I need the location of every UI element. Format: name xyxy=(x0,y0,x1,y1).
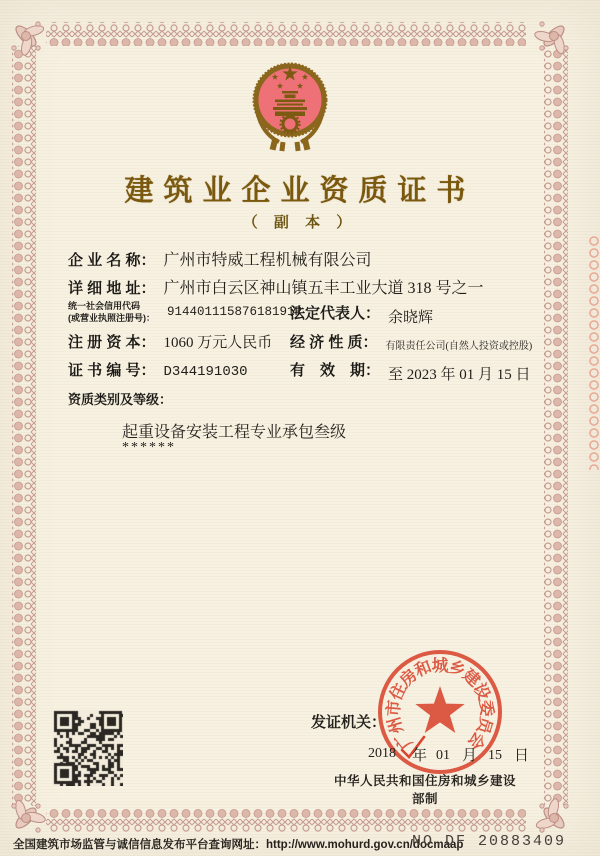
certificate-no-value: D344191030 xyxy=(163,364,248,380)
qualification-value: 起重设备安装工程专业承包叁级 xyxy=(122,424,347,441)
field-economic-nature xyxy=(290,331,532,352)
issuer-label: 发证机关： xyxy=(311,714,387,731)
issue-date-month-char: 月 xyxy=(462,748,478,764)
validity-value: 至 2023 年 01 月 15 日 xyxy=(388,367,531,383)
qualification-header: 资质类别及等级： xyxy=(68,392,173,407)
field-legal-rep xyxy=(290,302,434,326)
address-value: 广州市白云区神山镇五丰工业大道 318 号之一 xyxy=(163,280,484,297)
svg-text:房: 房 xyxy=(395,665,421,691)
issue-date-month: 01 xyxy=(436,748,450,763)
svg-text:广: 广 xyxy=(390,728,416,753)
svg-text:建: 建 xyxy=(459,665,485,691)
credit-code-label-line2: (或营业执照注册号)： xyxy=(68,313,155,324)
credit-code-value: 91440111587618191R xyxy=(167,305,303,320)
certificate-serial: NO.DF 20883409 xyxy=(412,833,567,850)
svg-text:设: 设 xyxy=(469,680,494,704)
paper-edge-pattern xyxy=(588,235,600,470)
credit-code-label xyxy=(68,300,155,324)
legal-rep-value: 余晓辉 xyxy=(388,310,434,326)
svg-text:会: 会 xyxy=(464,728,490,753)
economic-nature-value: 有限责任公司(自然人投资或控股) xyxy=(385,341,533,352)
credit-code-label-line1: 统一社会信用代码 xyxy=(68,301,141,311)
issuer-seal-icon xyxy=(365,637,515,787)
validity-label: 有 效 期： xyxy=(290,362,381,379)
field-certificate-no xyxy=(68,359,248,380)
svg-text:委: 委 xyxy=(476,699,497,718)
economic-nature-label: 经 济 性 质： xyxy=(290,334,378,351)
svg-text:和: 和 xyxy=(411,656,435,681)
issue-date-day-char: 日 xyxy=(514,748,530,764)
certificate-subtitle: （ 副 本 ） xyxy=(242,214,358,231)
issue-date-year: 2018 xyxy=(368,746,396,761)
china-national-emblem-icon xyxy=(249,60,331,152)
company-name-label: 企 业 名 称： xyxy=(68,252,156,269)
field-validity xyxy=(290,359,531,383)
ministry-imprint: 中华人民共和国住房和城乡建设部制 xyxy=(333,774,516,806)
field-address xyxy=(68,275,484,298)
svg-text:市: 市 xyxy=(383,699,404,718)
field-credit-code xyxy=(68,300,302,324)
issue-date-day: 15 xyxy=(488,748,502,763)
address-label: 详 细 地 址： xyxy=(68,280,156,297)
registered-capital-value: 1060 万元人民币 xyxy=(163,335,273,351)
legal-rep-label: 法定代表人： xyxy=(290,305,381,322)
svg-text:住: 住 xyxy=(386,680,411,704)
svg-text:州: 州 xyxy=(383,714,407,736)
svg-text:乡: 乡 xyxy=(445,656,469,681)
svg-text:城: 城 xyxy=(431,656,449,675)
company-name-value: 广州市特威工程机械有限公司 xyxy=(163,252,372,269)
certificate-title: 建筑业企业资质证书 xyxy=(124,175,476,207)
field-registered-capital xyxy=(68,331,272,352)
footer-query-url: 全国建筑市场监管与诚信信息发布平台查询网址：http://www.mohurd.gov.cn/docmaap xyxy=(13,839,464,851)
qr-code xyxy=(53,710,123,786)
registered-capital-label: 注 册 资 本： xyxy=(68,334,156,351)
seal-star-icon xyxy=(415,686,464,733)
issue-date-year-char: 年 xyxy=(412,748,428,764)
certificate-no-label: 证 书 编 号： xyxy=(68,362,156,379)
masked-asterisks: ****** xyxy=(122,440,176,455)
svg-text:员: 员 xyxy=(473,714,497,736)
field-company-name xyxy=(68,247,372,270)
